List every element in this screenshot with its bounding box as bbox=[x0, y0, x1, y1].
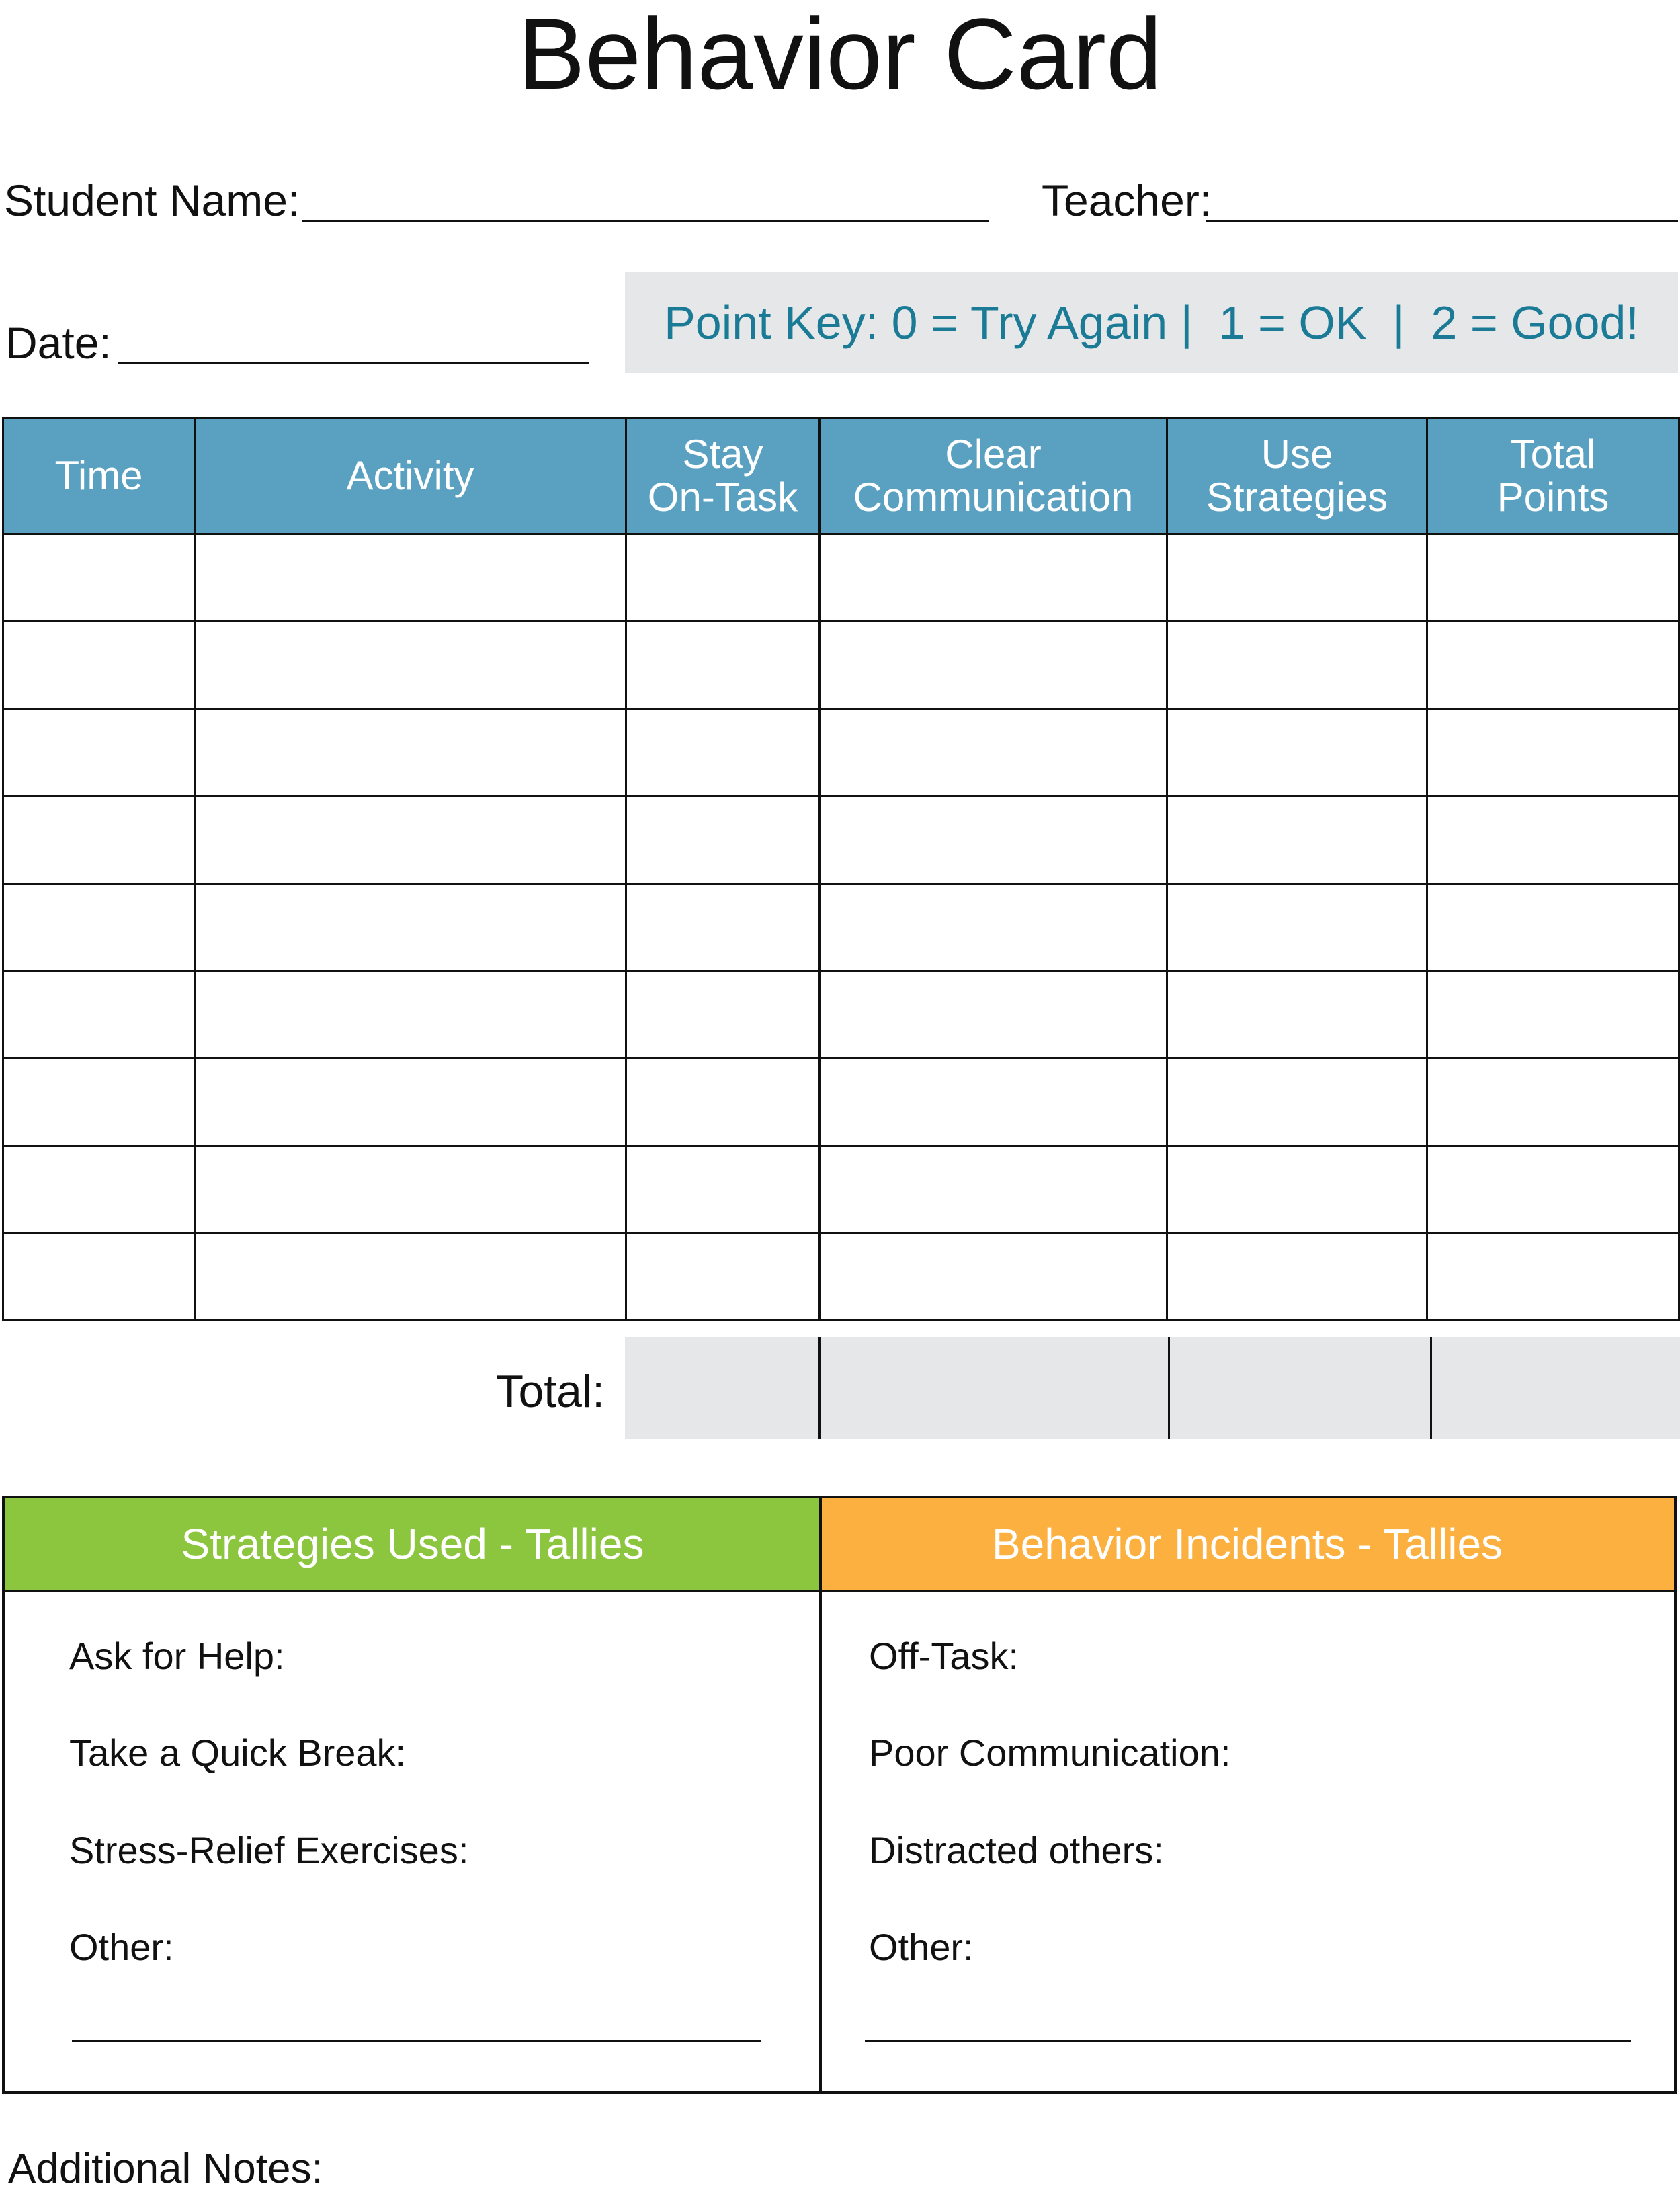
total-stay-on-task-cell[interactable] bbox=[625, 1337, 821, 1439]
teacher-label: Teacher: bbox=[1042, 175, 1212, 225]
tallies-box bbox=[2, 1496, 1677, 2094]
table-row bbox=[3, 534, 1679, 622]
table-row bbox=[3, 797, 1679, 884]
table-row bbox=[3, 1146, 1679, 1233]
behavior-table bbox=[2, 417, 1680, 1321]
table-cell[interactable] bbox=[1427, 622, 1679, 709]
table-cell[interactable] bbox=[820, 884, 1167, 971]
table-cell[interactable] bbox=[3, 1233, 195, 1321]
table-cell[interactable] bbox=[1427, 1146, 1679, 1233]
incident-item: Other: bbox=[869, 1926, 974, 1968]
table-cell[interactable] bbox=[1167, 884, 1427, 971]
student-name-field[interactable] bbox=[302, 220, 989, 222]
table-row bbox=[3, 709, 1679, 797]
table-cell[interactable] bbox=[820, 797, 1167, 884]
table-cell[interactable] bbox=[3, 884, 195, 971]
table-cell[interactable] bbox=[820, 1146, 1167, 1233]
table-cell[interactable] bbox=[3, 1059, 195, 1146]
page-title: Behavior Card bbox=[517, 0, 1163, 110]
header-clear-communication: Clear Communication bbox=[820, 418, 1167, 534]
table-cell[interactable] bbox=[1167, 1146, 1427, 1233]
incidents-header: Behavior Incidents - Tallies bbox=[821, 1498, 1674, 1592]
table-row bbox=[3, 1059, 1679, 1146]
date-label: Date: bbox=[5, 318, 112, 368]
table-cell[interactable] bbox=[1427, 797, 1679, 884]
table-cell[interactable] bbox=[626, 884, 820, 971]
table-cell[interactable] bbox=[820, 622, 1167, 709]
table-cell[interactable] bbox=[1167, 1233, 1427, 1321]
table-cell[interactable] bbox=[820, 709, 1167, 797]
total-points-cell[interactable] bbox=[1432, 1337, 1680, 1439]
table-cell[interactable] bbox=[3, 1146, 195, 1233]
table-cell[interactable] bbox=[626, 534, 820, 622]
tallies-divider bbox=[819, 1498, 822, 2091]
table-cell[interactable] bbox=[195, 534, 626, 622]
table-row bbox=[3, 971, 1679, 1059]
incident-other-line[interactable] bbox=[865, 2040, 1631, 2042]
header-stay-on-task: Stay On-Task bbox=[626, 418, 820, 534]
table-cell[interactable] bbox=[1427, 1059, 1679, 1146]
table-cell[interactable] bbox=[626, 971, 820, 1059]
table-cell[interactable] bbox=[626, 1059, 820, 1146]
point-key: Point Key: 0 = Try Again | 1 = OK | 2 = Good! bbox=[625, 272, 1678, 373]
table-cell[interactable] bbox=[1167, 971, 1427, 1059]
table-cell[interactable] bbox=[626, 1146, 820, 1233]
table-cell[interactable] bbox=[195, 622, 626, 709]
totals-row bbox=[625, 1337, 1680, 1439]
table-cell[interactable] bbox=[820, 1233, 1167, 1321]
table-cell[interactable] bbox=[1427, 971, 1679, 1059]
table-cell[interactable] bbox=[1167, 797, 1427, 884]
strategies-header: Strategies Used - Tallies bbox=[5, 1498, 821, 1592]
table-cell[interactable] bbox=[1427, 1233, 1679, 1321]
strategy-item: Take a Quick Break: bbox=[69, 1732, 407, 1774]
table-cell[interactable] bbox=[1427, 534, 1679, 622]
incident-item: Poor Communication: bbox=[869, 1732, 1231, 1774]
total-label: Total: bbox=[495, 1366, 605, 1417]
table-cell[interactable] bbox=[626, 1233, 820, 1321]
table-cell[interactable] bbox=[1427, 884, 1679, 971]
table-cell[interactable] bbox=[195, 1146, 626, 1233]
table-row bbox=[3, 884, 1679, 971]
table-cell[interactable] bbox=[1167, 622, 1427, 709]
header-total-points: Total Points bbox=[1427, 418, 1679, 534]
table-row bbox=[3, 1233, 1679, 1321]
strategy-item: Ask for Help: bbox=[69, 1635, 285, 1677]
table-header-row bbox=[3, 418, 1679, 534]
table-cell[interactable] bbox=[626, 797, 820, 884]
header-activity: Activity bbox=[195, 418, 626, 534]
incident-item: Distracted others: bbox=[869, 1829, 1164, 1871]
table-cell[interactable] bbox=[3, 709, 195, 797]
header-use-strategies: Use Strategies bbox=[1167, 418, 1427, 534]
table-cell[interactable] bbox=[195, 1059, 626, 1146]
header-time: Time bbox=[3, 418, 195, 534]
table-cell[interactable] bbox=[195, 797, 626, 884]
strategy-item: Stress-Relief Exercises: bbox=[69, 1829, 469, 1871]
incident-item: Off-Task: bbox=[869, 1635, 1019, 1677]
table-cell[interactable] bbox=[1167, 709, 1427, 797]
total-clear-communication-cell[interactable] bbox=[821, 1337, 1170, 1439]
strategy-item: Other: bbox=[69, 1926, 174, 1968]
table-cell[interactable] bbox=[1167, 534, 1427, 622]
table-cell[interactable] bbox=[3, 534, 195, 622]
table-cell[interactable] bbox=[820, 971, 1167, 1059]
table-cell[interactable] bbox=[195, 709, 626, 797]
table-cell[interactable] bbox=[195, 971, 626, 1059]
table-cell[interactable] bbox=[820, 1059, 1167, 1146]
table-row bbox=[3, 622, 1679, 709]
table-cell[interactable] bbox=[3, 971, 195, 1059]
table-cell[interactable] bbox=[626, 622, 820, 709]
table-cell[interactable] bbox=[195, 884, 626, 971]
table-cell[interactable] bbox=[1427, 709, 1679, 797]
strategy-other-line[interactable] bbox=[72, 2040, 761, 2042]
student-name-label: Student Name: bbox=[4, 175, 300, 225]
additional-notes-label: Additional Notes: bbox=[8, 2146, 323, 2192]
total-use-strategies-cell[interactable] bbox=[1170, 1337, 1432, 1439]
table-cell[interactable] bbox=[1167, 1059, 1427, 1146]
table-cell[interactable] bbox=[195, 1233, 626, 1321]
table-cell[interactable] bbox=[3, 797, 195, 884]
table-cell[interactable] bbox=[820, 534, 1167, 622]
table-cell[interactable] bbox=[626, 709, 820, 797]
table-cell[interactable] bbox=[3, 622, 195, 709]
teacher-field[interactable] bbox=[1206, 220, 1678, 222]
date-field[interactable] bbox=[118, 362, 589, 364]
